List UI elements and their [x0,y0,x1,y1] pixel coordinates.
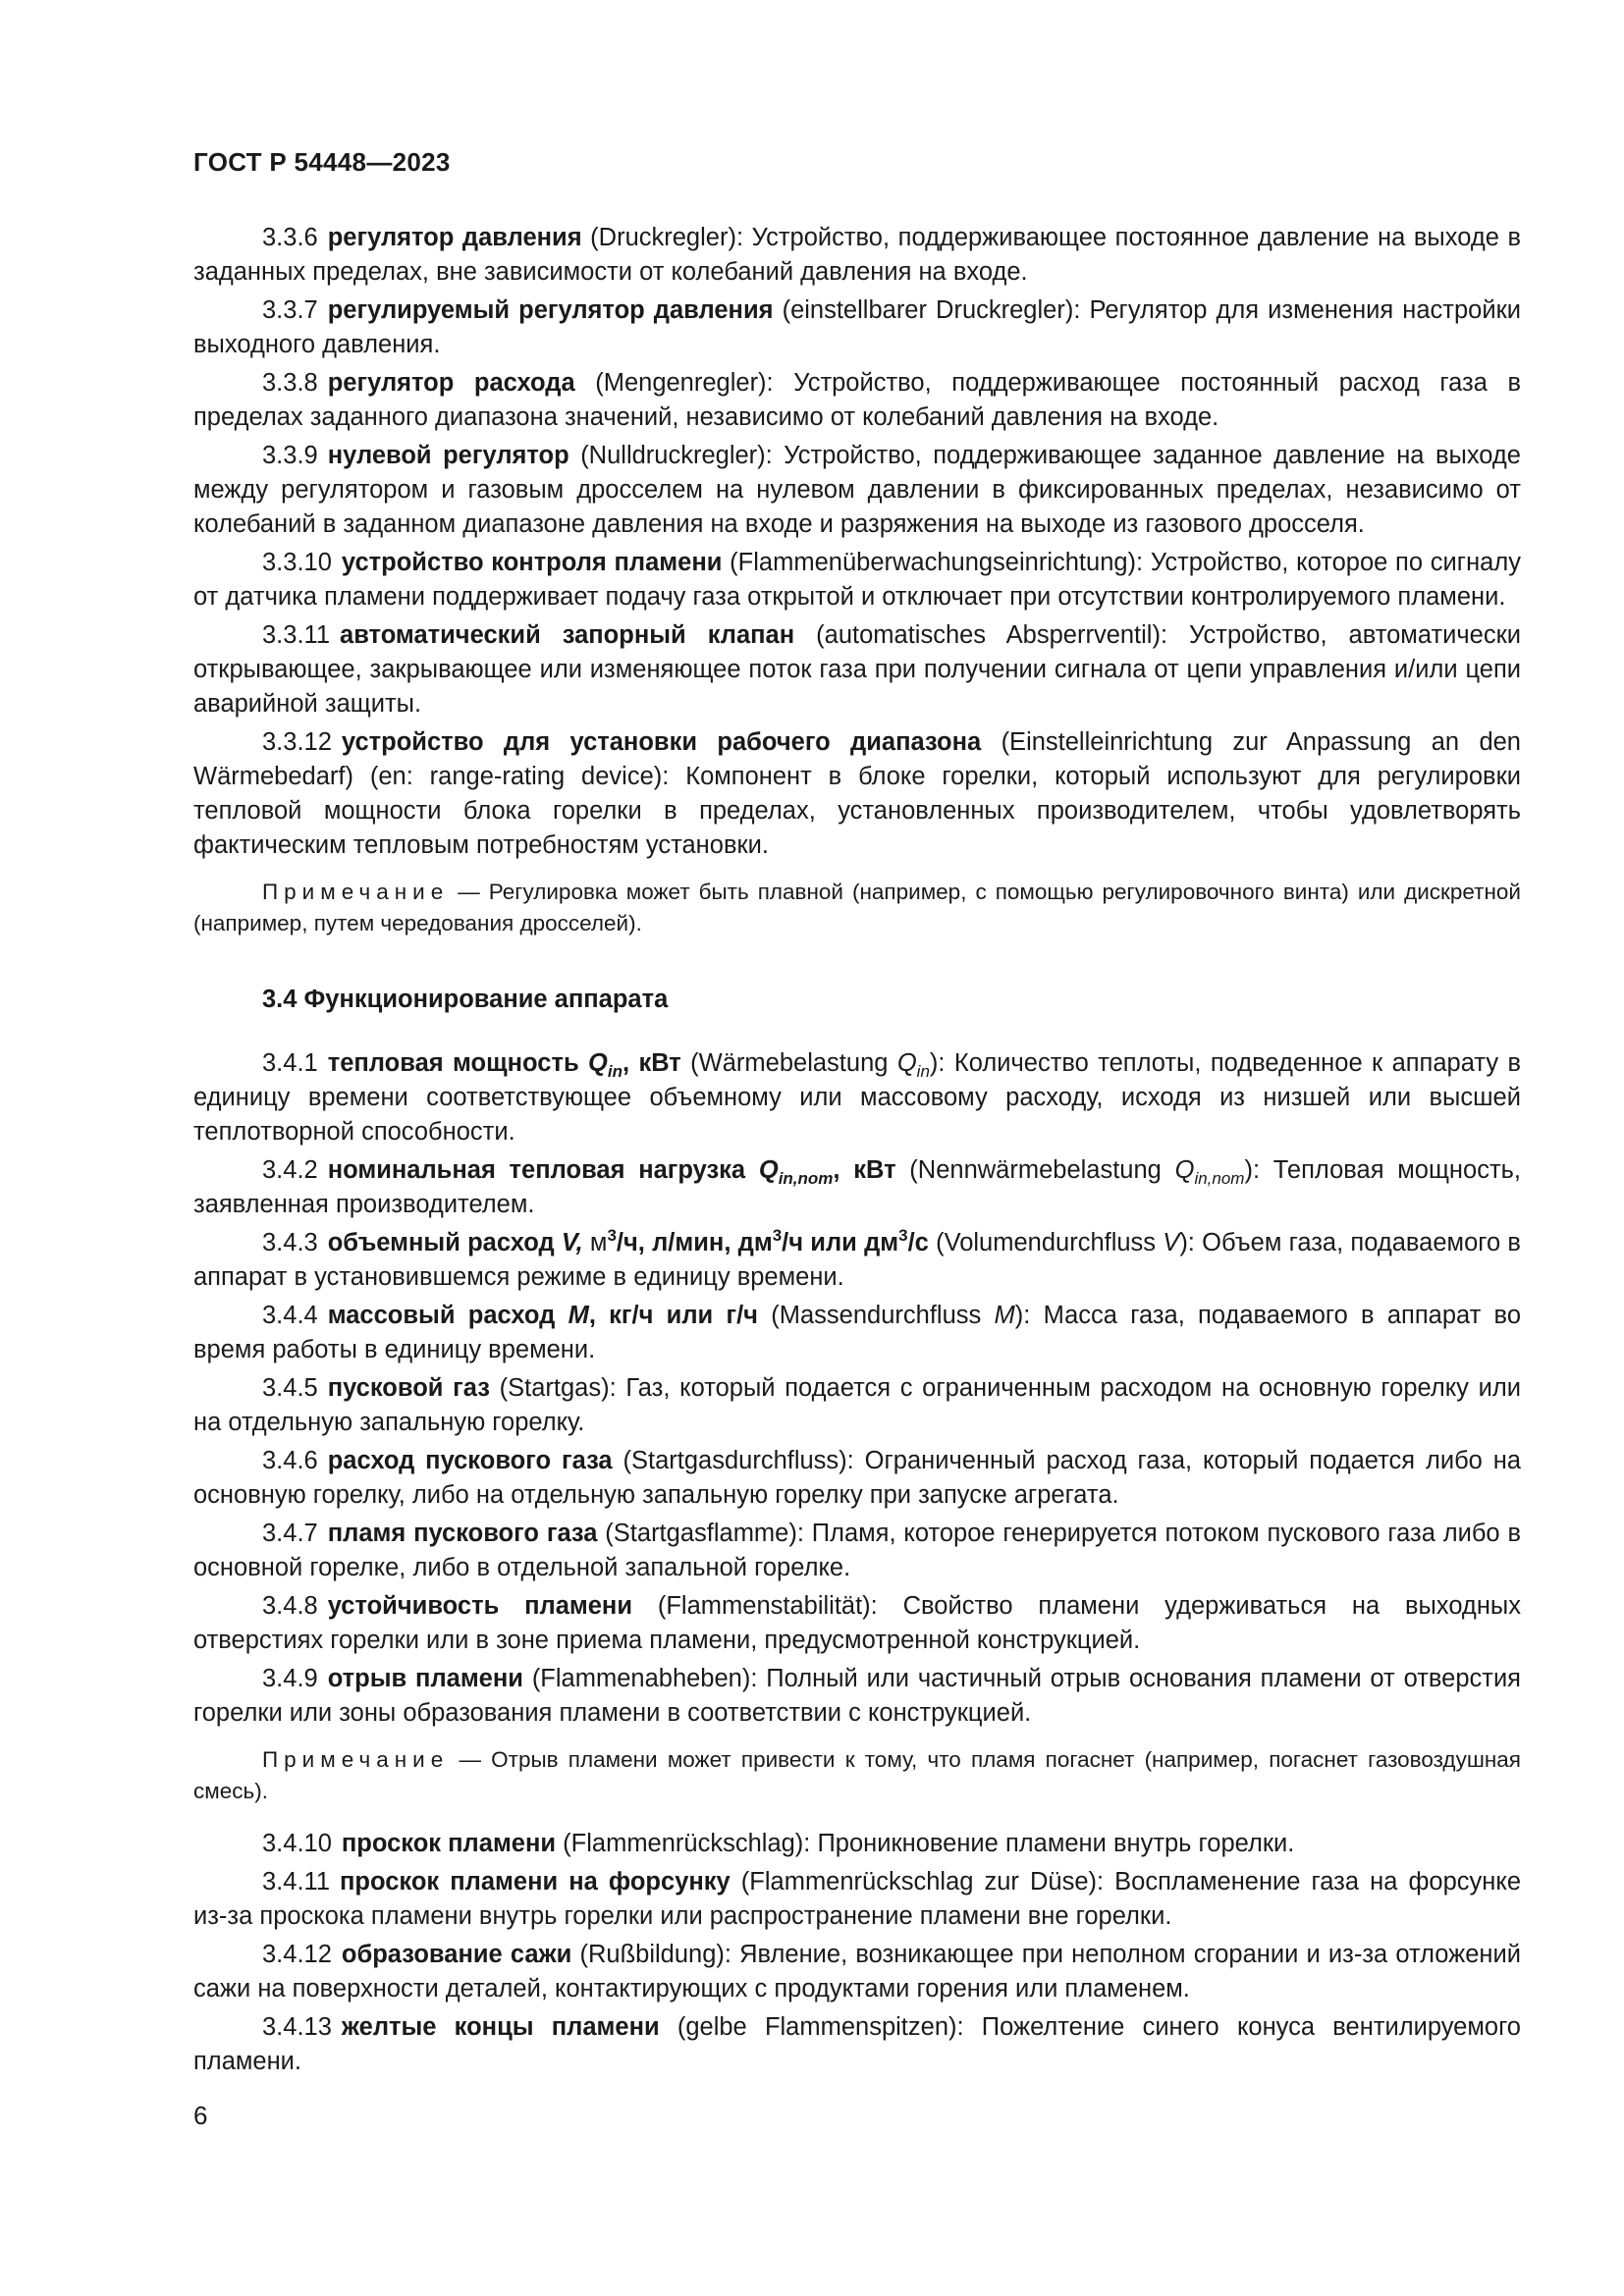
term-3-4-3: 3.4.3 объемный расход V, $м^3/ч$, л/мин, $дм^3/ч$ или $дм^3/с$ (Volumendurchfluss V): Объем газа, подаваемого в аппарат в установившемся режиме в единицу времени. [193,1226,1521,1291]
definitions-3-4-a [193,1371,1521,1731]
term-3-4-7: 3.4.7 пламя пускового газа (Startgasflamme): Пламя, которое генерируется потоком пускового газа либо в основной горелке, либо в отдельной запальной горелке. [193,1520,1521,1581]
term-3-3-6: 3.3.6 регулятор давления (Druckregler): Устройство, поддерживающее постоянное давление на выходе в заданных пределах, вне зависимости от колебаний давления на входе. [193,224,1521,286]
note-1: Примечание — Регулировка может быть плавной (например, с помощью регулировочного винта) или дискретной (например, путем чередования дросселей). [193,880,1521,935]
term-3-3-9: 3.3.9 нулевой регулятор (Nulldruckregler): Устройство, поддерживающее заданное давление на выходе между регулятором и газовым дросселем на нулевом давлении в фиксированных пределах, независимо от колебаний в заданном диапазоне давления на входе и разряжения на выходе из газового дросселя. [193,442,1521,538]
term-3-3-11: 3.3.11 автоматический запорный клапан (automatisches Absperrventil): Устройство, автоматически открывающее, закрывающее или изменяющее поток газа при получении сигнала от цепи управления и/или цепи аварийной защиты. [193,621,1521,718]
term-3-4-12: 3.4.12 образование сажи (Rußbildung): Явление, возникающее при неполном сгорании и из-за отложений сажи на поверхности деталей, контактирующих с продуктами горения или пламенем. [193,1941,1521,2002]
page-number: 6 [193,2101,208,2130]
term-3-4-13: 3.4.13 желтые концы пламени (gelbe Flammenspitzen): Пожелтение синего конуса вентилируемого пламени. [193,2013,1521,2075]
term-3-4-1: 3.4.1 тепловая мощность $Q_{in}$, кВт (Wärmebelastung $Q_{in}$): Количество теплоты, подведенное к аппарату в единицу времени соответствующее объемному или массовому расходу, исходя из низшей или высшей теплотворной способности. [193,1049,1521,1146]
definitions-3-3 [193,221,1521,863]
term-3-4-11: 3.4.11 проскок пламени на форсунку (Flammenrückschlag zur Düse): Воспламенение газа на форсунке из-за проскока пламени внутрь горелки или распространение пламени вне горелки. [193,1868,1521,1930]
note-2: Примечание — Отрыв пламени может привести к тому, что пламя погаснет (например, погаснет газовоздушная смесь). [193,1747,1521,1803]
term-3-4-6: 3.4.6 расход пускового газа (Startgasdurchfluss): Ограниченный расход газа, который подается либо на основную горелку, либо на отдельную запальную горелку при запуске агрегата. [193,1447,1522,1509]
term-3-3-10: 3.3.10 устройство контроля пламени (Flammenüberwachungseinrichtung): Устройство, которое по сигналу от датчика пламени поддерживает подачу газа открытой и отключает при отсутствии контролируемого пламени. [193,549,1521,611]
definitions-3-4-b [193,1827,1521,2079]
term-3-4-5: 3.4.5 пусковой газ (Startgas): Газ, который подается с ограниченным расходом на основную горелку или на отдельную запальную горелку. [193,1374,1522,1436]
term-3-3-8: 3.3.8 регулятор расхода (Mengenregler): Устройство, поддерживающее постоянный расход газа в пределах заданного диапазона значений, независимо от колебаний давления на входе. [193,369,1522,431]
section-title-3-4: 3.4 Функционирование аппарата [262,986,669,1013]
term-3-3-12: 3.3.12 устройство для установки рабочего диапазона (Einstelleinrichtung zur Anpassung an den Wärmebedarf) (en: range-rating device): Компонент в блоке горелки, который используют для регулировки тепловой мощности блока горелки в пределах, установленных производителем, чтобы удовлетворять фактическим тепловым потребностям установки. [193,728,1521,859]
term-3-4-4: 3.4.4 массовый расход M, кг/ч или г/ч (Massendurchfluss M): Масса газа, подаваемого в аппарат во время работы в единицу времени. [193,1302,1521,1363]
term-3-4-8: 3.4.8 устойчивость пламени (Flammenstabilität): Свойство пламени удерживаться на выходных отверстиях горелки или в зоне приема пламени, предусмотренной конструкцией. [193,1592,1521,1654]
document-body [193,221,1521,2083]
term-3-4-10: 3.4.10 проскок пламени (Flammenrückschlag): Проникновение пламени внутрь горелки. [262,1830,1295,1857]
term-3-4-2: 3.4.2 номинальная тепловая нагрузка $Q_{in,nom}$, кВт (Nennwärmebelastung $Q_{in,nom}$): Тепловая мощность, заявленная производителем. [193,1156,1521,1218]
standard-header: ГОСТ Р 54448—2023 [193,147,451,177]
term-3-3-7: 3.3.7 регулируемый регулятор давления (einstellbarer Druckregler): Регулятор для изменения настройки выходного давления. [193,296,1521,358]
term-3-4-9: 3.4.9 отрыв пламени (Flammenabheben): Полный или частичный отрыв основания пламени от отверстия горелки или зоны образования пламени в соответствии с конструкцией. [193,1665,1521,1727]
